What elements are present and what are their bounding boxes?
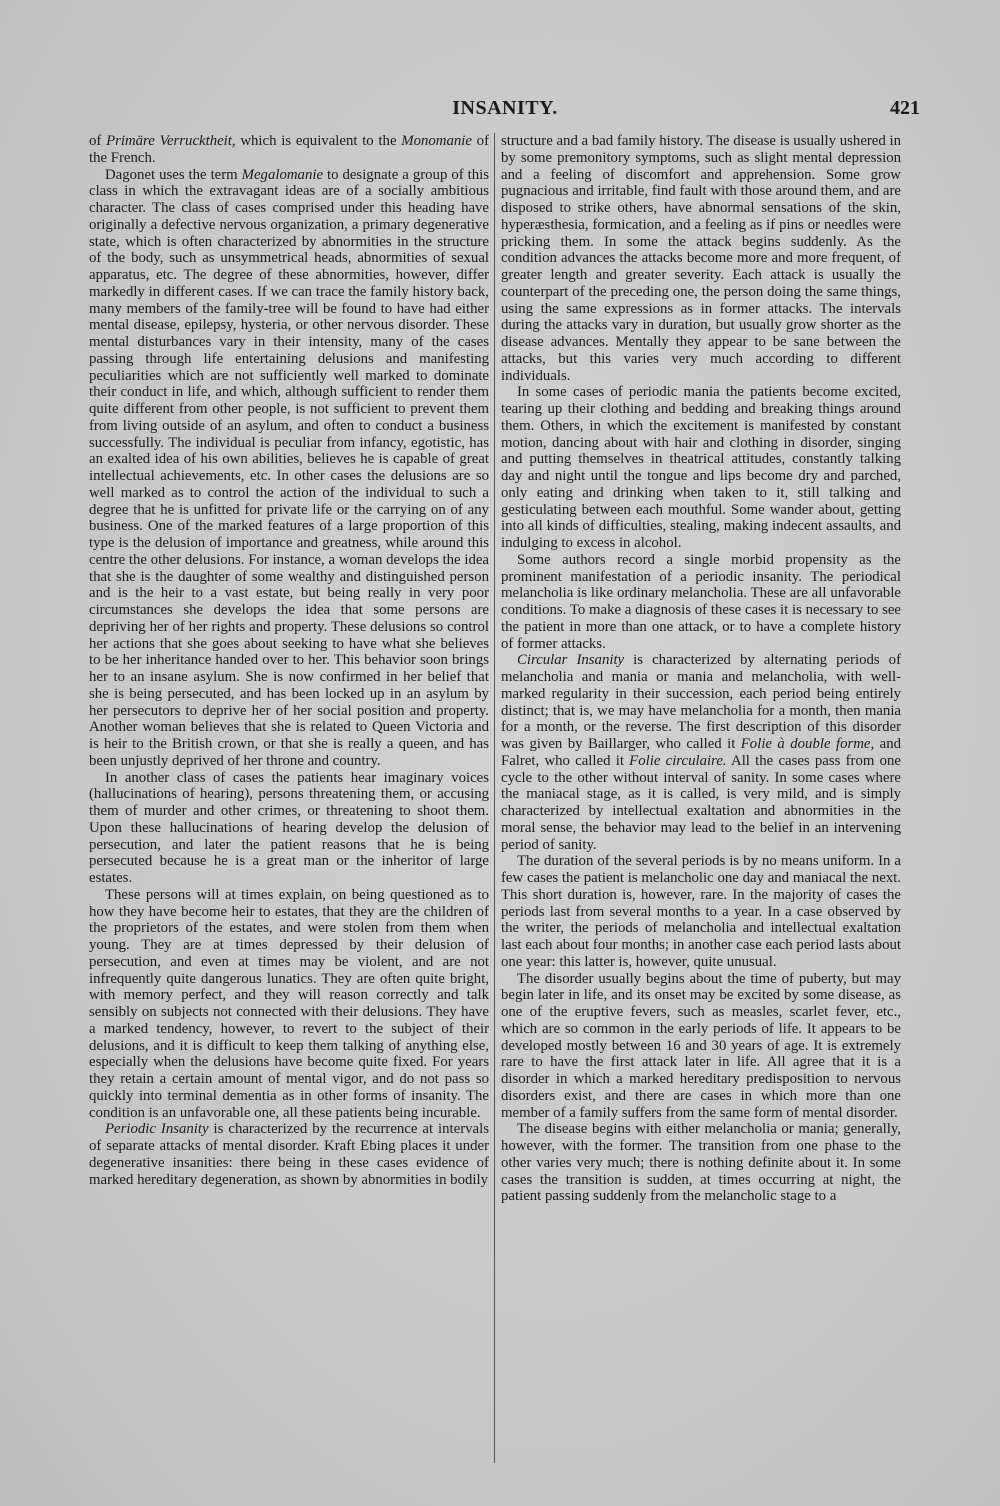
italic-term: Circular Insanity	[517, 652, 625, 669]
paragraph	[501, 652, 901, 853]
running-title: INSANITY.	[452, 97, 558, 119]
italic-term: Monomanie	[401, 133, 472, 149]
right-column	[501, 133, 901, 1473]
italic-term: Megalomanie	[241, 166, 324, 183]
paragraph	[89, 167, 489, 770]
paragraph	[89, 133, 489, 167]
paragraph: The duration of the several periods is by no means uniform. In a few cases the patient is melancholic one day and maniacal the next. This short duration is, however, rare. In the majority of cases the periods last from several months to a year. In a case observed by the writer, the periods of melancholia and intellectual exaltation last each about four months; in another case each period lasts about one year: this latter is, however, quite unusual.	[501, 853, 901, 970]
text-run: of the French.	[89, 133, 489, 166]
text-run: All the cases pass from one cycle to the other without interval of sanity. In some cases where the maniacal stage, as it is called, is very mild, and is simply characterized by intellectual exaltation and abnormities in the moral sense, the behavior may lead to the belief in an intervening period of sanity.	[501, 752, 901, 853]
paragraph: structure and a bad family history. The disease is usually ushered in by some premonitory symptoms, such as slight mental depression and a feeling of discomfort and apprehension. Some grow pugnacious and irritable, find fault with those around them, and are disposed to strike others, have abnormal sensations of the skin, hyperæsthesia, formication, and a feeling as if pins or needles were pricking them. In some the attack begins suddenly. As the condition advances the attacks become more and more frequent, of greater length and greater severity. Each attack is usually the counterpart of the preceding one, the person doing the same things, using the same expressions as in former attacks. The intervals during the attacks vary in duration, but usually grow shorter as the disease advances. Mentally they appear to be sane between the attacks, but this varies very much according to different individuals.	[501, 133, 901, 384]
italic-term: Periodic Insanity	[105, 1121, 209, 1138]
column-divider	[494, 133, 495, 1463]
text-run: is characterized by alternating periods of melancholia and mania or mania and melancholia, with well-marked regularity in their succession, each period being entirely distinct; that is, we may have melancholia for a month, then mania for a month, or the reverse. The first description of this disorder was given by Baillarger, who called it	[501, 652, 901, 752]
paragraph: In some cases of periodic mania the patients become excited, tearing up their clothing and bedding and breaking things around them. Others, in which the excitement is manifested by constant motion, dancing about with hair and clothing in disorder, singing and putting themselves in theatrical attitudes, constantly talking day and night until the tongue and lips become dry and parched, only eating and drinking when taken to it, still talking and gesticulating between each mouthful. Some wander about, getting into all kinds of difficulties, stealing, making indecent assaults, and indulging to excess in alcohol.	[501, 384, 901, 551]
text-run: to designate a group of this class in which the extravagant ideas are of a socially ambitious character. The class of cases comprised under this heading have originally a defective nervous organization, a primary degenerative state, which is often characterized by abnormities in the structure of the body, such as unsymmetrical heads, abnormities of sexual apparatus, etc. The degree of these abnormities, however, differ markedly in different cases. If we can trace the family history back, many members of the family-tree will be found to have had either mental disease, epilepsy, hysteria, or other nervous disorder. These mental disturbances vary in their intensity, many of the cases passing through life entertaining delusions and manifesting peculiarities which are not sufficiently well marked to dominate their conduct in life, and which, although sufficient to render them quite different from other people, is not sufficient to prevent them from living outside of an asylum, and often to conduct a business successfully. The individual is peculiar from infancy, egotistic, has an exalted idea of his own abilities, believes he is capable of great intellectual achievements, etc. In other cases the delusions are so well marked as to control the action of the individual to such a degree that he is unfitted for private life or the carrying on of any business. One of the marked features of a large proportion of this type is the delusion of importance and greatness, while around this centre the other delusions. For instance, a woman develops the idea that she is the daughter of some wealthy and distinguished person and is the heir to a vast estate, but being really in very poor circumstances she develops the idea that some persons are depriving her of her rights and property. These delusions so control her actions that she goes about seeking to have what she believes to be her inheritance handed over to her. This behavior soon brings her to an insane asylum. She is now confirmed in her belief that she is being persecuted, and has been locked up in an asylum by her persecutors to deprive her of her social position and property. Another woman believes that she is related to Queen Victoria and is heir to the British crown, or that she is really a queen, and has been unjustly deprived of her throne and country.	[89, 166, 489, 769]
paragraph: Some authors record a single morbid propensity as the prominent manifestation of a periodic insanity. The periodical melancholia is like ordinary melancholia. These are all unfavorable conditions. To make a diagnosis of these cases it is necessary to see the patient in more than one attack, or to have a complete history of former attacks.	[501, 551, 901, 652]
paragraph: The disease begins with either melancholia or mania; generally, however, with the former. The transition from one phase to the other varies very much; there is nothing definite about it. In some cases the transition is sudden, at times occurring at night, the patient passing suddenly from the melancholic stage to a	[501, 1121, 901, 1205]
italic-term: Folie circulaire.	[629, 752, 727, 769]
text-run: Dagonet uses the term	[105, 166, 242, 183]
text-run: of	[89, 133, 107, 149]
paragraph: These persons will at times explain, on being questioned as to how they have become heir to estates, that they are the children of the proprietors of the estates, and were stolen from them when young. They are at times depressed by their delusion of persecution, and even at times may be violent, and are not infrequently quite dangerous lunatics. They are often quite bright, with memory perfect, and they will reason correctly and talk sensibly on subjects not connected with their delusions. They have a marked tendency, however, to revert to the subject of their delusions, and it is difficult to keep them talking of anything else, especially when the delusions have become quite fixed. For years they retain a certain amount of mental vigor, and do not pass so quickly into terminal dementia as in other forms of insanity. The condition is an unfavorable one, all these patients being incurable.	[89, 886, 489, 1121]
italic-term: Folie à double forme,	[740, 736, 875, 752]
italic-term: Primäre Verrucktheit,	[106, 133, 236, 149]
text-run: is characterized by the recurrence at intervals of separate attacks of mental disorder. Kraft Ebing places it under degenerative insanities: there being in these cases evidence of marked hereditary degeneration, as shown by abnormities in bodily	[89, 1121, 489, 1188]
text-run: and Falret, who called it	[501, 736, 901, 769]
page-header	[90, 97, 920, 127]
paragraph: The disorder usually begins about the time of puberty, but may begin later in life, and its onset may be excited by some disease, as one of the eruptive fevers, such as measles, scarlet fever, etc., which are so common in the early periods of life. It appears to be developed mostly between 16 and 30 years of age. It is extremely rare to have the first attack later in life. All agree that it is a disorder in which a marked hereditary predisposition to nervous disorders exist, and there are cases in which more than one member of a family suffers from the same form of mental disorder.	[501, 970, 901, 1121]
paragraph: In another class of cases the patients hear imaginary voices (hallucinations of hearing), persons threatening them, or accusing them of murder and other crimes, or threatening to shoot them. Upon these hallucinations of hearing develop the delusion of persecution, and later the patient reasons that he is being persecuted because he is a great man or the inheritor of large estates.	[89, 769, 489, 886]
text-run: which is equivalent to the	[235, 133, 402, 149]
left-column	[89, 133, 489, 1473]
paragraph	[89, 1121, 489, 1188]
page-number: 421	[890, 97, 920, 119]
